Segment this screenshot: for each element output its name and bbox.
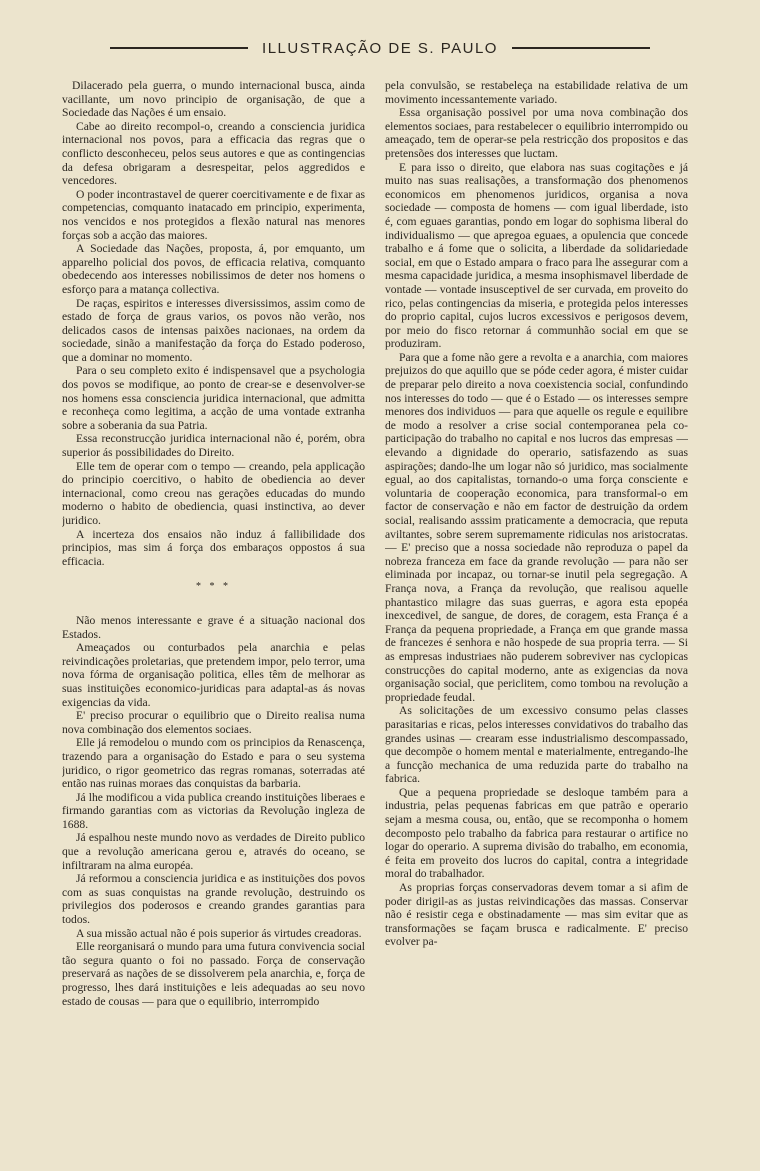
paragraph: Dilacerado pela guerra, o mundo internacional busca, ainda vacillante, um novo principio de organisação, de que a Sociedade das Nações é um ensaio. — [62, 79, 365, 120]
paragraph: A incerteza dos ensaios não induz á fallibilidade dos principios, mas sim á força dos embaraços oppostos á sua efficacia. — [62, 527, 365, 568]
paragraph: Essa reconstrucção juridica internacional não é, porém, obra superior ás possibilidades do Direito. — [62, 432, 365, 460]
paragraph: Cabe ao direito recompol-o, creando a consciencia juridica internacional nos povos, para a efficacia das regras que o conflicto desconheceu, pelos seus autores e que as contingencias da defesa obrigaram a desrespeitar, pelos aggredidos e vencedores. — [62, 119, 365, 188]
header-title: ILLUSTRAÇÃO DE S. PAULO — [262, 39, 498, 57]
paragraph: E' preciso procurar o equilibrio que o Direito realisa numa nova combinação dos elementos sociaes. — [62, 709, 365, 736]
paragraph: pela convulsão, se restabeleça na estabilidade relativa de um movimento incessantemente variado. — [385, 79, 688, 106]
right-column — [385, 79, 688, 1141]
paragraph: Já espalhou neste mundo novo as verdades de Direito publico que a revolução americana gerou e, através do oceano, se infiltraram na alma européa. — [62, 831, 365, 872]
paragraph: Essa organisação possivel por uma nova combinação dos elementos sociaes, para restabelecer o equilibrio interrompido ou ameaçado, tem de operar-se pela restricção dos propositos e das pretensões dos interesses que luctam. — [385, 106, 688, 160]
left-column — [62, 79, 365, 1141]
paragraph: As proprias forças conservadoras devem tomar a si afim de poder dirigil-as as justas reivindicações das massas. Conservar não é resistir cega e obstinadamente — mas sim evitar que as transformações se façam brusca e radicalmente. E' preciso evolver pa- — [385, 881, 688, 949]
section-separator: * * * — [196, 581, 231, 593]
paragraph: Já lhe modificou a vida publica creando instituições liberaes e firmando garantias com as victorias da Revolução ingleza de 1688. — [62, 790, 365, 831]
paragraph: Para o seu completo exito é indispensavel que a psychologia dos povos se modifique, ao ponto de crear-se e desenvolver-se nos homens essa consciencia juridica internacional, que admitta e reconheça como legitima, a acção de uma vontade extranha sobre a soberania da sua Patria. — [62, 364, 365, 432]
paragraph: De raças, espiritos e interesses diversissimos, assim como de estado de força de graus varios, os povos não verão, nos delicados casos de intensas paixões nacionaes, na ordem da sociedade, sinão a manifestação da força do Estado poderoso, que a dominar no momento. — [62, 296, 365, 364]
paragraph: Elle tem de operar com o tempo — creando, pela applicação do principio coercitivo, o habito de obediencia ao dever internacional, como creou nas gerações educadas do mundo moderno o habito de obediencia, quasi instinctiva, ao dever juridico. — [62, 459, 365, 527]
header-rule-left — [110, 47, 248, 49]
paragraph: Que a pequena propriedade se desloque também para a industria, pelas pequenas fabricas em que patrão e operario sejam a mesma cousa, ou, então, que se recomponha o homem decomposto pelo trabalho da fabrica para restaurar o artifice no logar do operario. A suprema divisão do trabalho, em economia, é feita em proveito dos lucros do capital, contra a integridade moral do trabalhador. — [385, 785, 688, 881]
paragraph: As solicitações de um excessivo consumo pelas classes parasitarias e ricas, pelos interesses convidativos do trabalho das grandes usinas — crearam esse industrialismo descompassado, que decompõe o homem mental e materialmente, entregando-lhe a funcção mechanica de uma reduzida parte do trabalho na fabrica. — [385, 704, 688, 786]
paragraph: Elle reorganisará o mundo para uma futura convivencia social tão segura quanto o foi no passado. Força de conservação preservará as nações de se dissolverem pela anarchia, e, força de progresso, lhes dará instituições e leis adequadas ao seu novo estado de cousas — para que o equilibrio, interrompido — [62, 940, 365, 1008]
paragraph: O poder incontrastavel de querer coercitivamente e de fixar as competencias, comquanto inatacado em principio, experimenta, nos vencidos e nos protegidos a flexão natural nas menores forças sob a acção das maiores. — [62, 187, 365, 242]
paragraph: A sua missão actual não é pois superior ás virtudes creadoras. — [76, 926, 362, 940]
paragraph: Para que a fome não gere a revolta e a anarchia, com maiores prejuizos do que aquillo que se póde ceder agora, é mister cuidar de preparar pelo direito a nova coexistencia social, confundindo nos interesses do todo — que é o Estado — os interesses sempre menores dos individuos — para que aquelle os regule e equilibre de modo a resolver a crise social contemporanea pela co-participação do trabalho no capital e nos lucros das empresas — elevando a dignidade do operario, satisfazendo as suas aspirações; dando-lhe um logar não só juridico, mas socialmente egual, ao dos capitalistas, tornando-o uma força consciente e voluntaria de cooperação economica, para transformal-o em factor de conservação e não em factor de destruição da ordem social, realisando asssim praticamente a democracia, que reputa aviltantes, sobre serem supremamente ridiculas nos aristocratas. — E' preciso que a nossa sociedade não reproduza o papel da nobreza franceza em face da grande revolução — para não ser eliminada por incapaz, ou tornar-se inutil pela segregação. A França nova, a França da revolução, que realisou aquelle phantastico milagre das suas guerras, e agora esta epopéa inexcedivel, de sangue, de dores, de coragem, esta França é a França da pequena propriedade, a França em que grande massa de francezes é senhora e não hospede de sua propria terra. — Si as empresas industriaes não puderem sobreviver nas cyclopicas construcções do capital moderno, ante as exigencias da nova organisação social, que periclitem, como tombou na revolução a propriedade feudal. — [385, 350, 688, 704]
page-header — [110, 38, 650, 58]
paragraph: Ameaçados ou conturbados pela anarchia e pelas reivindicações proletarias, que pretendem impor, pelo terror, uma nova fórma de organisação politica, elles têm de melhorar as suas instituições economico-juridicas para adaptal-as ás novas exigencias da vida. — [62, 641, 365, 709]
paragraph: Não menos interessante e grave é a situação nacional dos Estados. — [62, 613, 365, 641]
paragraph: Elle já remodelou o mundo com os principios da Renascença, trazendo para a organisação do Estado e para o seu systema juridico, o rigor geometrico das regras romanas, soterradas até então nas ruinas moraes das conquistas da barbaria. — [62, 736, 365, 791]
paragraph: A Sociedade das Nações, proposta, á, por emquanto, um apparelho policial dos povos, de efficacia relativa, comquanto obedecendo aos interesses nobilissimos de deter nos homens o esforço para a matança collectiva. — [62, 242, 365, 296]
paragraph: E para isso o direito, que elabora nas suas cogitações e já muito nas suas realisações, a transformação dos phenomenos economicos em phenomenos juridicos, organisa a nova sociedade — composta de homens — com igual liberdade, isto é, com eguaes garantias, pondo em logar do sophisma liberal do individualismo — que apregoa eguaes, a opulencia que concede trabalho e á fome que o solicita, a liberdade da solidariedade social, em que o Estado ampara o fraco para lhe assegurar com a mesma capacidade juridica, a mesma insophismavel liberdade de vontade — vontade insusceptivel de ser curvada, em proveito do rico, pelas contingencias da miseria, e protegida pelos interesses do proprio capital, cujos lucros excessivos e perigosos devem, por meio do fisco retornar á communhão social em que se produziram. — [385, 160, 688, 351]
paragraph: Já reformou a consciencia juridica e as instituições dos povos com as suas conquistas na grande revolução, destruindo os privilegios dos poderosos e creando grandes garantias para todos. — [62, 872, 365, 927]
header-rule-right — [512, 47, 650, 49]
